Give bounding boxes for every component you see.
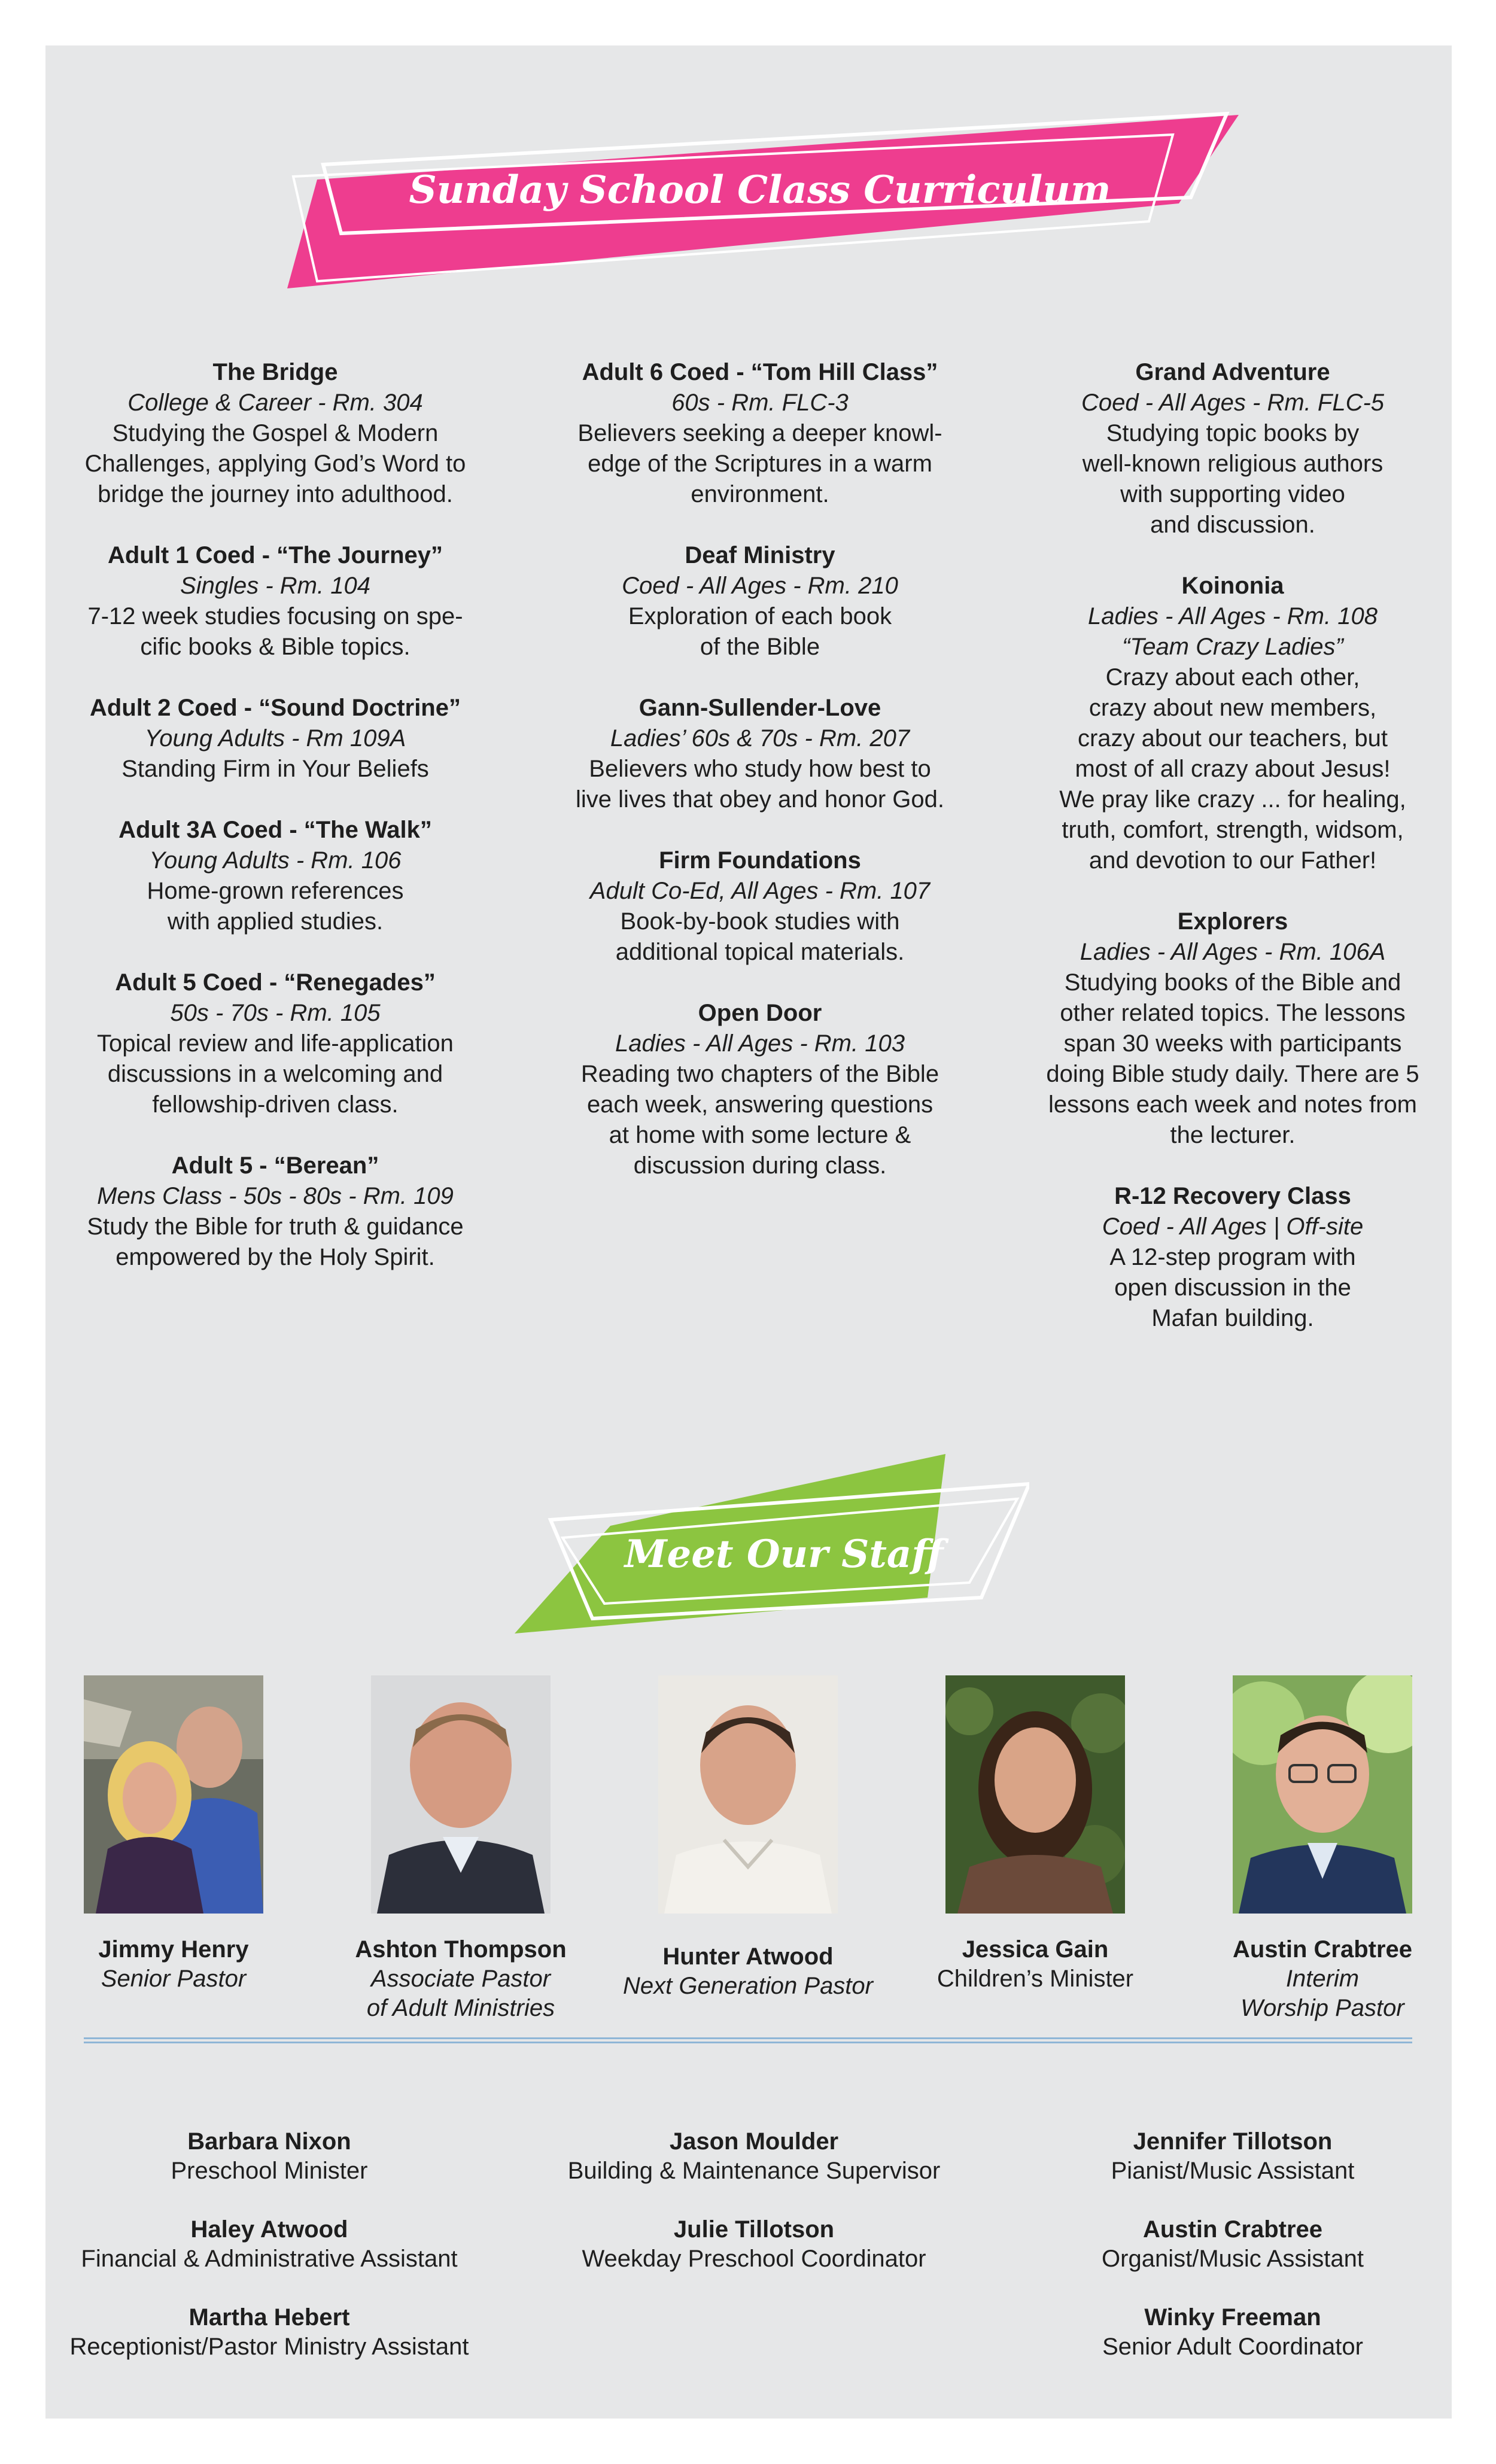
class-entry	[1017, 571, 1448, 876]
class-description-line: Challenges, applying God’s Word to	[84, 451, 466, 477]
class-description-line: Studying the Gospel & Modern	[112, 420, 439, 446]
support-staff-role: Pianist/Music Assistant	[1111, 2158, 1355, 2184]
class-description-line: bridge the journey into adulthood.	[98, 481, 453, 507]
class-entry	[533, 357, 987, 510]
class-description-line: other related topics. The lessons	[1060, 1000, 1406, 1026]
staff-title-line: Children’s Minister	[936, 1966, 1134, 1992]
staff-card	[335, 1675, 586, 2023]
class-meta: Singles - Rm. 104	[180, 573, 370, 599]
class-name: Gann-Sullender-Love	[638, 695, 881, 721]
class-name: Explorers	[1177, 908, 1288, 935]
class-description-line: Study the Bible for truth & guidance	[87, 1213, 464, 1240]
class-column-3	[1017, 357, 1448, 1364]
class-meta: Young Adults - Rm 109A	[144, 725, 406, 752]
class-description-line: and devotion to our Father!	[1088, 847, 1377, 874]
class-description-line: Believers seeking a deeper knowl-	[577, 420, 942, 446]
class-name: Firm Foundations	[659, 847, 861, 874]
support-staff-name: Julie Tillotson	[673, 2216, 835, 2243]
staff-card	[48, 1675, 299, 1994]
support-staff-name: Austin Crabtree	[1142, 2216, 1323, 2243]
support-column-2	[527, 2127, 981, 2303]
class-description-line: We pray like crazy ... for healing,	[1059, 786, 1406, 813]
class-description-line: well-known religious authors	[1082, 451, 1384, 477]
staff-photo	[945, 1675, 1125, 1914]
staff-title-line: Senior Pastor	[101, 1966, 247, 1992]
class-entry	[533, 540, 987, 662]
class-description-line: Topical review and life-application	[97, 1030, 454, 1057]
class-description-line: truth, comfort, strength, widsom,	[1062, 817, 1404, 843]
class-entry	[60, 968, 491, 1120]
class-name: Adult 6 Coed - “Tom Hill Class”	[582, 359, 938, 385]
class-meta: Adult Co-Ed, All Ages - Rm. 107	[589, 878, 931, 904]
class-description-line: discussions in a welcoming and	[107, 1061, 443, 1087]
class-description-line: most of all crazy about Jesus!	[1075, 756, 1391, 782]
class-description-line: edge of the Scriptures in a warm	[588, 451, 932, 477]
class-name: Adult 3A Coed - “The Walk”	[118, 817, 432, 843]
class-description-line: Believers who study how best to	[589, 756, 931, 782]
curriculum-title: Sunday School Class Curriculum	[409, 168, 1111, 212]
class-description-line: each week, answering questions	[586, 1091, 934, 1118]
class-meta: Ladies’ 60s & 70s - Rm. 207	[610, 725, 910, 752]
staff-title-line: of Adult Ministries	[366, 1995, 555, 2021]
support-staff-role: Financial & Administrative Assistant	[81, 2246, 458, 2272]
class-entry	[60, 693, 491, 784]
class-description-line: of the Bible	[700, 634, 820, 660]
support-staff-role: Preschool Minister	[171, 2158, 368, 2184]
staff-card	[1197, 1675, 1448, 2023]
support-staff-entry	[527, 2127, 981, 2186]
support-staff-entry	[1017, 2215, 1448, 2274]
support-staff-entry	[1017, 2303, 1448, 2362]
class-meta: College & Career - Rm. 304	[127, 390, 423, 416]
staff-name: Austin Crabtree	[1232, 1936, 1413, 1963]
class-meta: Coed - All Ages - Rm. 210	[622, 573, 898, 599]
class-description-line: crazy about our teachers, but	[1077, 725, 1388, 752]
class-description-line: empowered by the Holy Spirit.	[115, 1244, 435, 1270]
staff-name: Ashton Thompson	[355, 1936, 567, 1963]
class-description-line: fellowship-driven class.	[152, 1091, 399, 1118]
staff-name: Jimmy Henry	[98, 1936, 249, 1963]
class-description-line: Studying topic books by	[1106, 420, 1360, 446]
class-description-line: and discussion.	[1150, 512, 1315, 538]
support-column-1	[48, 2127, 491, 2391]
class-name: The Bridge	[212, 359, 338, 385]
support-staff-role: Receptionist/Pastor Ministry Assistant	[69, 2334, 469, 2360]
support-staff-name: Jennifer Tillotson	[1133, 2128, 1333, 2155]
class-entry	[60, 540, 491, 662]
class-name: Koinonia	[1181, 573, 1284, 599]
class-meta: 60s - Rm. FLC-3	[671, 390, 849, 416]
support-staff-entry	[48, 2303, 491, 2362]
staff-title-line: Next Generation Pastor	[623, 1973, 873, 1999]
class-entry	[533, 845, 987, 968]
class-name: Deaf Ministry	[685, 542, 835, 568]
section-divider	[84, 2037, 1412, 2043]
class-description-line: live lives that obey and honor God.	[576, 786, 944, 813]
staff-photo	[658, 1675, 838, 1914]
class-column-2	[533, 357, 987, 1212]
class-description-line: open discussion in the	[1114, 1274, 1351, 1301]
class-column-1	[60, 357, 491, 1303]
staff-photo	[371, 1675, 551, 1914]
support-staff-role: Weekday Preschool Coordinator	[582, 2246, 926, 2272]
class-description-line: additional topical materials.	[615, 939, 905, 965]
staff-title: Meet Our Staff	[624, 1532, 944, 1577]
class-meta: Coed - All Ages | Off-site	[1102, 1213, 1364, 1240]
staff-name: Hunter Atwood	[662, 1943, 834, 1970]
class-name: Adult 5 Coed - “Renegades”	[115, 969, 436, 996]
class-description-line: at home with some lecture &	[609, 1122, 911, 1148]
staff-title-line: Interim	[1285, 1966, 1360, 1992]
support-staff-name: Barbara Nixon	[187, 2128, 351, 2155]
class-description-line: span 30 weeks with participants	[1063, 1030, 1402, 1057]
class-description-line: Reading two chapters of the Bible	[580, 1061, 939, 1087]
class-description-line: Standing Firm in Your Beliefs	[121, 756, 429, 782]
class-description-line: Home-grown references	[147, 878, 404, 904]
staff-name: Jessica Gain	[962, 1936, 1109, 1963]
class-description-line: doing Bible study daily. There are 5	[1046, 1061, 1419, 1087]
class-description-line: Mafan building.	[1151, 1305, 1314, 1331]
class-entry	[533, 693, 987, 815]
support-staff-entry	[48, 2127, 491, 2186]
support-staff-entry	[1017, 2127, 1448, 2186]
class-description-line: 7-12 week studies focusing on spe-	[87, 603, 463, 629]
support-staff-role: Senior Adult Coordinator	[1102, 2334, 1363, 2360]
class-description-line: with applied studies.	[167, 908, 384, 935]
staff-banner	[515, 1454, 1029, 1633]
class-entry	[1017, 1181, 1448, 1334]
class-description-line: Studying books of the Bible and	[1064, 969, 1401, 996]
support-column-3	[1017, 2127, 1448, 2391]
support-staff-name: Jason Moulder	[669, 2128, 839, 2155]
class-name: R-12 Recovery Class	[1114, 1183, 1351, 1209]
support-staff-name: Martha Hebert	[188, 2304, 350, 2331]
class-name: Adult 1 Coed - “The Journey”	[107, 542, 443, 568]
support-staff-entry	[48, 2215, 491, 2274]
staff-title-line: Associate Pastor	[370, 1966, 551, 1992]
staff-photo	[84, 1675, 263, 1914]
class-entry	[60, 815, 491, 937]
class-entry	[60, 1151, 491, 1273]
class-description-line: Crazy about each other,	[1105, 664, 1360, 690]
class-name: Adult 5 - “Berean”	[171, 1152, 379, 1179]
staff-card	[910, 1675, 1161, 1994]
class-meta: 50s - 70s - Rm. 105	[170, 1000, 381, 1026]
class-description-line: the lecturer.	[1170, 1122, 1296, 1148]
class-meta: Ladies - All Ages - Rm. 103	[615, 1030, 905, 1057]
class-meta: Ladies - All Ages - Rm. 106A	[1080, 939, 1386, 965]
class-entry	[1017, 357, 1448, 540]
class-description-line: lessons each week and notes from	[1048, 1091, 1417, 1118]
class-meta: Ladies - All Ages - Rm. 108	[1088, 603, 1378, 629]
class-description-line: A 12-step program with	[1109, 1244, 1356, 1270]
class-entry	[60, 357, 491, 510]
class-name: Adult 2 Coed - “Sound Doctrine”	[90, 695, 461, 721]
staff-card	[622, 1675, 874, 2001]
class-description-line: Exploration of each book	[628, 603, 892, 629]
support-staff-role: Organist/Music Assistant	[1102, 2246, 1364, 2272]
class-description-line: crazy about new members,	[1088, 695, 1377, 721]
support-staff-name: Winky Freeman	[1144, 2304, 1321, 2331]
class-entry	[533, 998, 987, 1181]
class-meta: Coed - All Ages - Rm. FLC-5	[1081, 390, 1385, 416]
class-meta: “Team Crazy Ladies”	[1122, 634, 1343, 660]
class-name: Grand Adventure	[1135, 359, 1330, 385]
class-description-line: Book-by-book studies with	[620, 908, 900, 935]
class-meta: Mens Class - 50s - 80s - Rm. 109	[97, 1183, 454, 1209]
class-description-line: environment.	[691, 481, 829, 507]
support-staff-role: Building & Maintenance Supervisor	[567, 2158, 941, 2184]
class-meta: Young Adults - Rm. 106	[149, 847, 402, 874]
class-description-line: cific books & Bible topics.	[140, 634, 411, 660]
class-name: Open Door	[698, 1000, 822, 1026]
staff-photo	[1233, 1675, 1412, 1914]
support-staff-name: Haley Atwood	[190, 2216, 348, 2243]
support-staff-entry	[527, 2215, 981, 2274]
class-description-line: with supporting video	[1120, 481, 1345, 507]
class-entry	[1017, 906, 1448, 1151]
staff-title-line: Worship Pastor	[1240, 1995, 1404, 2021]
class-description-line: discussion during class.	[633, 1152, 887, 1179]
curriculum-banner	[281, 108, 1239, 293]
